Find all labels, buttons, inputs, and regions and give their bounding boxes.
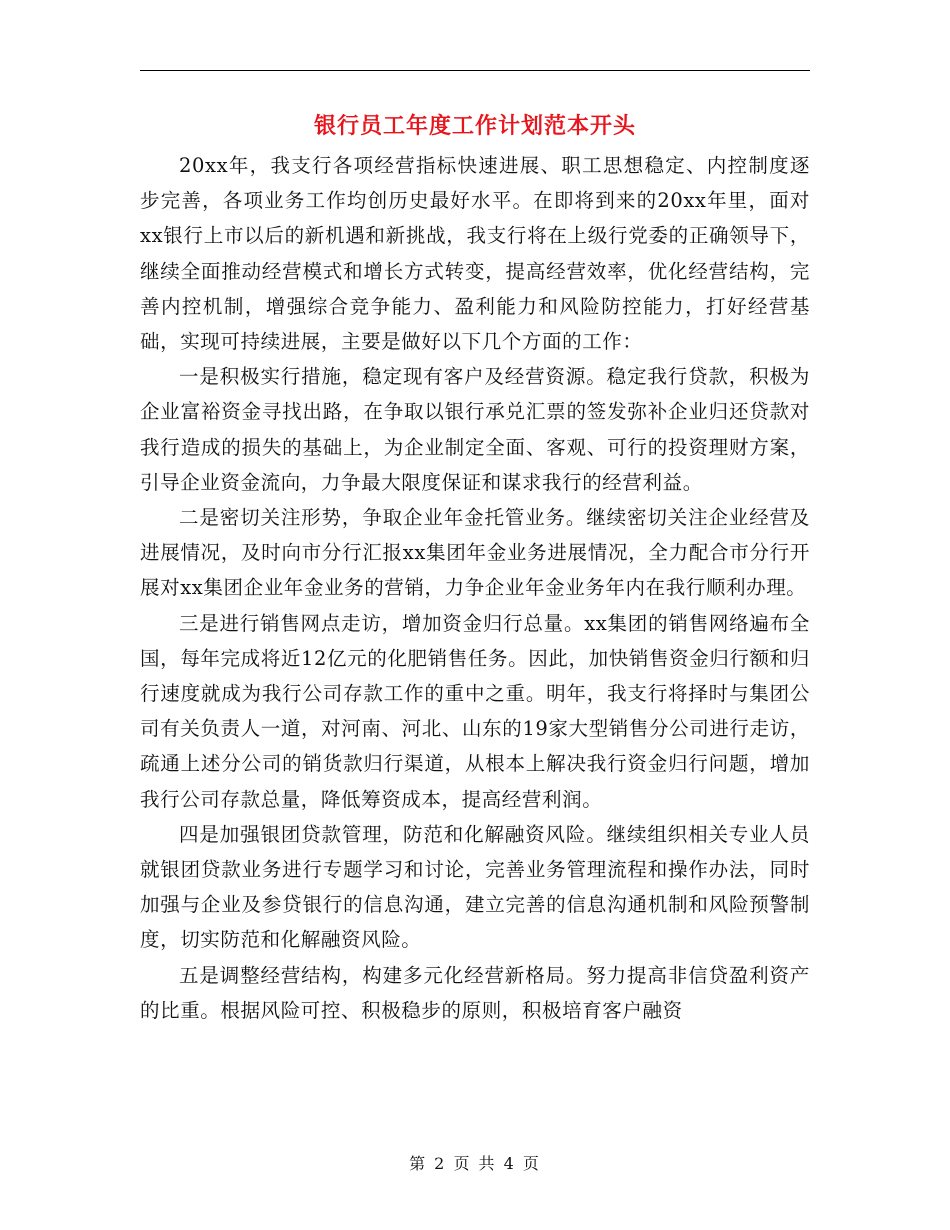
footer-suffix: 页 xyxy=(522,1154,541,1173)
paragraph-point-4: 四是加强银团贷款管理，防范和化解融资风险。继续组织相关专业人员就银团贷款业务进行专题学习和讨论，完善业务管理流程和操作办法，同时加强与企业及参贷银行的信息沟通，建立完善的信息沟通机制和风险预警制度，切实防范和化解融资风险。 xyxy=(140,822,810,952)
paragraph-intro: 20xx年，我支行各项经营指标快速进展、职工思想稳定、内控制度逐步完善，各项业务工作均创历史最好水平。在即将到来的20xx年里，面对xx银行上市以后的新机遇和新挑战，我支行将在上级行党委的正确领导下，继续全面推动经营模式和增长方式转变，提高经营效率，优化经营结构，完善内控机制，增强综合竞争能力、盈利能力和风险防控能力，打好经营基础，实现可持续进展，主要是做好以下几个方面的工作： xyxy=(140,154,810,354)
footer-middle: 页 共 xyxy=(453,1154,497,1173)
paragraph-point-2: 二是密切关注形势，争取企业年金托管业务。继续密切关注企业经营及进展情况，及时向市分行汇报xx集团年金业务进展情况，全力配合市分行开展对xx集团企业年金业务的营销，力争企业年金业务年内在我行顺利办理。 xyxy=(140,506,810,600)
page-footer xyxy=(140,1152,810,1176)
footer-total-pages: 4 xyxy=(503,1154,516,1173)
document-title: 银行员工年度工作计划范本开头 xyxy=(313,113,636,139)
footer-prefix: 第 xyxy=(409,1154,428,1173)
paragraph-point-1: 一是积极实行措施，稳定现有客户及经营资源。稳定我行贷款，积极为企业富裕资金寻找出路，在争取以银行承兑汇票的签发弥补企业归还贷款对我行造成的损失的基础上，为企业制定全面、客观、可行的投资理财方案，引导企业资金流向，力争最大限度保证和谋求我行的经营利益。 xyxy=(140,365,810,494)
paragraph-point-3: 三是进行销售网点走访，增加资金归行总量。xx集团的销售网络遍布全国，每年完成将近12亿元的化肥销售任务。因此，加快销售资金归行额和归行速度就成为我行公司存款工作的重中之重。明年，我支行将择时与集团公司有关负责人一道，对河南、河北、山东的19家大型销售分公司进行走访，疏通上述分公司的销货款归行渠道，从根本上解决我行资金归行问题，增加我行公司存款总量，降低筹资成本，提高经营利润。 xyxy=(140,611,810,811)
header-rule xyxy=(140,70,810,71)
footer-current-page: 2 xyxy=(434,1154,447,1173)
document-body xyxy=(140,148,810,1028)
paragraph-point-5: 五是调整经营结构，构建多元化经营新格局。努力提高非信贷盈利资产的比重。根据风险可控、积极稳步的原则，积极培育客户融资 xyxy=(140,963,810,1022)
